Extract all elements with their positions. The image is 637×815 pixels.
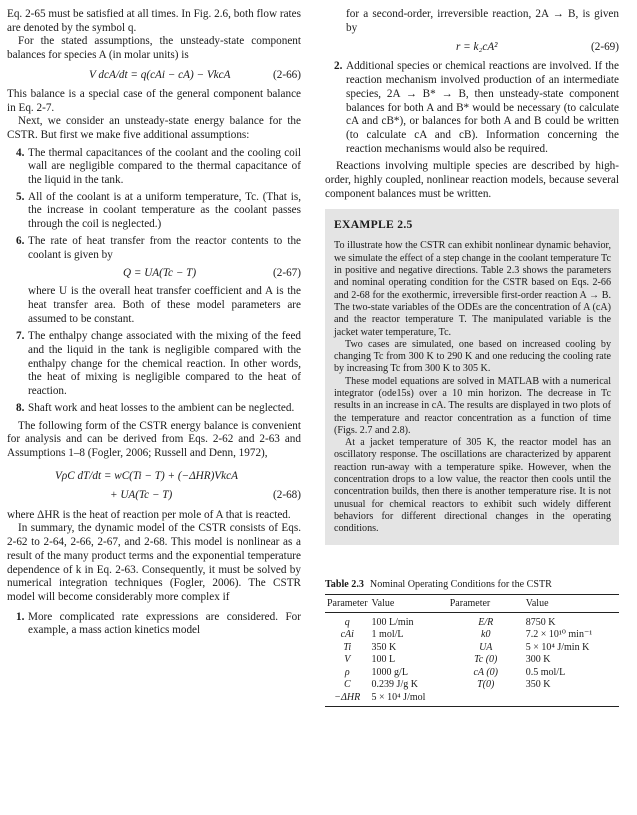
table-label: Table 2.3 bbox=[325, 578, 364, 590]
equation-text: VρC dT/dt = wC(Ti − T) + (−ΔHR)VkcA bbox=[55, 469, 238, 482]
table-cell: E/R bbox=[478, 616, 494, 628]
table-cell: 300 K bbox=[525, 654, 551, 666]
complexity-list bbox=[7, 611, 301, 638]
right-column bbox=[325, 8, 619, 707]
equation-number: (2-67) bbox=[273, 267, 301, 280]
list-text: The rate of heat transfer from the reactor contents to the coolant is given by bbox=[28, 234, 301, 261]
table-cell: 350 K bbox=[371, 641, 397, 653]
example-box bbox=[325, 209, 619, 544]
list-item bbox=[325, 60, 619, 156]
table-cell: 0.239 J/g K bbox=[371, 679, 418, 691]
paragraph: where ΔHR is the heat of reaction per mole of A that is reacted. bbox=[7, 508, 291, 521]
left-column bbox=[7, 8, 301, 642]
table-cell: ρ bbox=[344, 666, 350, 678]
table-cell: k0 bbox=[481, 629, 491, 641]
list-item bbox=[7, 330, 301, 399]
paragraph: For the stated assumptions, the unsteady-state component balances for species A (in molar units) is bbox=[7, 35, 301, 62]
table-row bbox=[325, 679, 619, 692]
equation-text: Q = UA(Tc − T) bbox=[123, 267, 197, 280]
list-number: 6. bbox=[16, 234, 25, 247]
list-text: All of the coolant is at a uniform temperature, Tc. (That is, the increase in coolant temperature as the coolant passes through the coil is neglected.) bbox=[28, 190, 301, 231]
list-text: The thermal capacitances of the coolant and the cooling coil wall are negligible compared to the thermal capacitance of the liquid in the tank. bbox=[28, 146, 301, 187]
assumption-list bbox=[7, 147, 301, 263]
table-cell: C bbox=[343, 679, 351, 691]
column-header: Parameter bbox=[325, 594, 370, 612]
table-row bbox=[325, 691, 619, 707]
table-row bbox=[325, 666, 619, 679]
equation-number: (2-68) bbox=[273, 488, 301, 501]
list-item bbox=[7, 147, 301, 188]
table-cell: 100 L/min bbox=[371, 616, 414, 628]
table-cell: 350 K bbox=[525, 679, 551, 691]
table-cell: T(0) bbox=[477, 679, 495, 691]
table-cell: 100 L bbox=[371, 654, 396, 666]
list-text: Shaft work and heat losses to the ambient can be neglected. bbox=[28, 401, 295, 414]
list-text: The enthalpy change associated with the mixing of the feed and the liquid in the tank is negligible compared with the enthalpy change for the chemical reaction. In other words, the heat of mixing is negligible compared to the heat of reaction. bbox=[28, 330, 301, 398]
column-header: Value bbox=[370, 594, 448, 612]
equation-2-68-line2 bbox=[7, 488, 301, 502]
list-number: 8. bbox=[16, 401, 25, 414]
example-paragraph: At a jacket temperature of 305 K, the reactor model has an oscillatory response. The oscillations are characterized by apparent reaction run-away with a temperature spike. However, when the concentration drops to a low value, the reactor then cools until the concentration builds, then there is another temperature rise. It is not unusual for chemical reactors to exhibit such widely different behaviors for different directional changes in the operating conditions. bbox=[334, 437, 611, 535]
paragraph: Eq. 2-65 must be satisfied at all times. In Fig. 2.6, both flow rates are denoted by the symbol q. bbox=[7, 8, 301, 34]
table-cell: cAi bbox=[340, 629, 354, 641]
table-cell: 1 mol/L bbox=[371, 629, 404, 641]
table-row bbox=[325, 612, 619, 629]
paragraph: Reactions involving multiple species are described by high-order, highly coupled, nonlinear reaction models, because several component balances must be written. bbox=[325, 160, 619, 200]
equation-text: + UA(Tc − T) bbox=[110, 488, 173, 501]
equation-2-68-line1 bbox=[7, 469, 301, 483]
list-number: 7. bbox=[16, 330, 25, 343]
table-cell bbox=[524, 691, 619, 707]
equation-2-66 bbox=[7, 68, 301, 82]
table-cell: Tc (0) bbox=[474, 654, 498, 666]
list-number: 2. bbox=[334, 60, 343, 73]
example-title: EXAMPLE 2.5 bbox=[334, 218, 413, 232]
table-cell: Ti bbox=[343, 641, 352, 653]
table-caption bbox=[325, 579, 619, 590]
table-cell: q bbox=[344, 616, 350, 628]
list-item bbox=[7, 235, 301, 262]
complexity-list bbox=[325, 60, 619, 156]
list-item bbox=[7, 402, 301, 416]
table-header-row bbox=[325, 594, 619, 612]
list-item bbox=[7, 191, 301, 232]
table-cell: 5 × 10⁴ J/min K bbox=[525, 641, 590, 653]
example-paragraph: Two cases are simulated, one based on increased cooling by changing Tc from 300 K to 290 K and one reducing the cooling rate by increasing Tc from 300 K to 305 K. bbox=[334, 338, 611, 375]
column-header: Value bbox=[524, 594, 619, 612]
example-paragraph: These model equations are solved in MATLAB with a numerical integrator (ode15s) over a 10 min horizon. The decrease in Tc results in an increase in cA. The results are displayed in two plots of the temperature and reactor concentration as a function of time (Figs. 2.7 and 2.8). bbox=[334, 375, 611, 436]
column-header: Parameter bbox=[448, 594, 524, 612]
table-cell: −ΔHR bbox=[325, 691, 370, 707]
list-number: 1. bbox=[16, 610, 25, 623]
table-row bbox=[325, 654, 619, 667]
list-text: More complicated rate expressions are considered. For example, a mass action kinetics model bbox=[28, 610, 301, 637]
assumption-list bbox=[7, 330, 301, 415]
list-item bbox=[7, 611, 301, 638]
equation-number: (2-69) bbox=[591, 41, 619, 54]
table-row bbox=[325, 641, 619, 654]
paragraph: for a second-order, irreversible reaction, 2A → B, is given by bbox=[346, 8, 619, 34]
equation-text: r = k₂cA² bbox=[456, 41, 498, 54]
table-cell: 0.5 mol/L bbox=[525, 666, 566, 678]
equation-2-69 bbox=[325, 40, 619, 54]
table-cell: 7.2 × 10¹⁰ min⁻¹ bbox=[525, 629, 593, 641]
table-cell: UA bbox=[479, 641, 493, 653]
table-cell: 1000 g/L bbox=[371, 666, 408, 678]
equation-number: (2-66) bbox=[273, 68, 301, 81]
paragraph: where U is the overall heat transfer coefficient and A is the heat transfer area. Both of these model parameters are assumed to be constant. bbox=[28, 285, 301, 325]
equation-2-67 bbox=[7, 266, 301, 280]
table-row bbox=[325, 629, 619, 642]
example-paragraph: To illustrate how the CSTR can exhibit nonlinear dynamic behavior, we simulate the effect of a step change in the coolant temperature Tc in positive and negative directions. Table 2.3 shows the parameters and nominal operating condition for the CSTR based on Eqs. 2-66 and 2-68 for the exothermic, irreversible first-order reaction A → B. The two-state variables of the ODEs are the concentration of A (cA) and the reactor temperature T. The manipulated variable is the jacket water temperature, Tc. bbox=[334, 240, 611, 338]
table-caption-text: Nominal Operating Conditions for the CSTR bbox=[369, 578, 552, 590]
paragraph: The following form of the CSTR energy balance is convenient for analysis and can be derived from Eqs. 2-62 and 2-63 and Assumptions 1–8 (Fogler, 2006; Russell and Denn, 1972), bbox=[7, 419, 301, 459]
table-cell: cA (0) bbox=[473, 666, 498, 678]
paragraph: Next, we consider an unsteady-state energy balance for the CSTR. But first we make five additional assumptions: bbox=[7, 115, 301, 141]
paragraph: This balance is a special case of the general component balance in Eq. 2-7. bbox=[7, 87, 301, 114]
table-cell: V bbox=[344, 654, 351, 666]
table-cell bbox=[448, 691, 524, 707]
table-cell: 8750 K bbox=[525, 616, 556, 628]
list-text: Additional species or chemical reactions are involved. If the reaction mechanism involved production of an intermediate species, 2A → B* → B, then unsteady-state component balances for both A and B* would be necessary (to calculate cA and cB*), or balances for both A and B could be written (to calculate cA and cB). Information concerning the reaction mechanisms would also be required. bbox=[346, 60, 619, 155]
list-number: 4. bbox=[16, 146, 25, 159]
table-cell: 5 × 10⁴ J/mol bbox=[370, 691, 448, 707]
operating-conditions-table bbox=[325, 594, 619, 708]
equation-text: V dcA/dt = q(cAi − cA) − VkcA bbox=[89, 68, 231, 81]
list-number: 5. bbox=[16, 190, 25, 203]
paragraph: In summary, the dynamic model of the CSTR consists of Eqs. 2-62 to 2-64, 2-66, 2-67, and 2-68. This model is nonlinear as a result of the many product terms and the exponential temperature dependence of k in Eq. 2-63. Consequently, it must be solved by numerical integration techniques (Fogler, 2006). The CSTR model will become considerably more complex if bbox=[7, 522, 301, 603]
